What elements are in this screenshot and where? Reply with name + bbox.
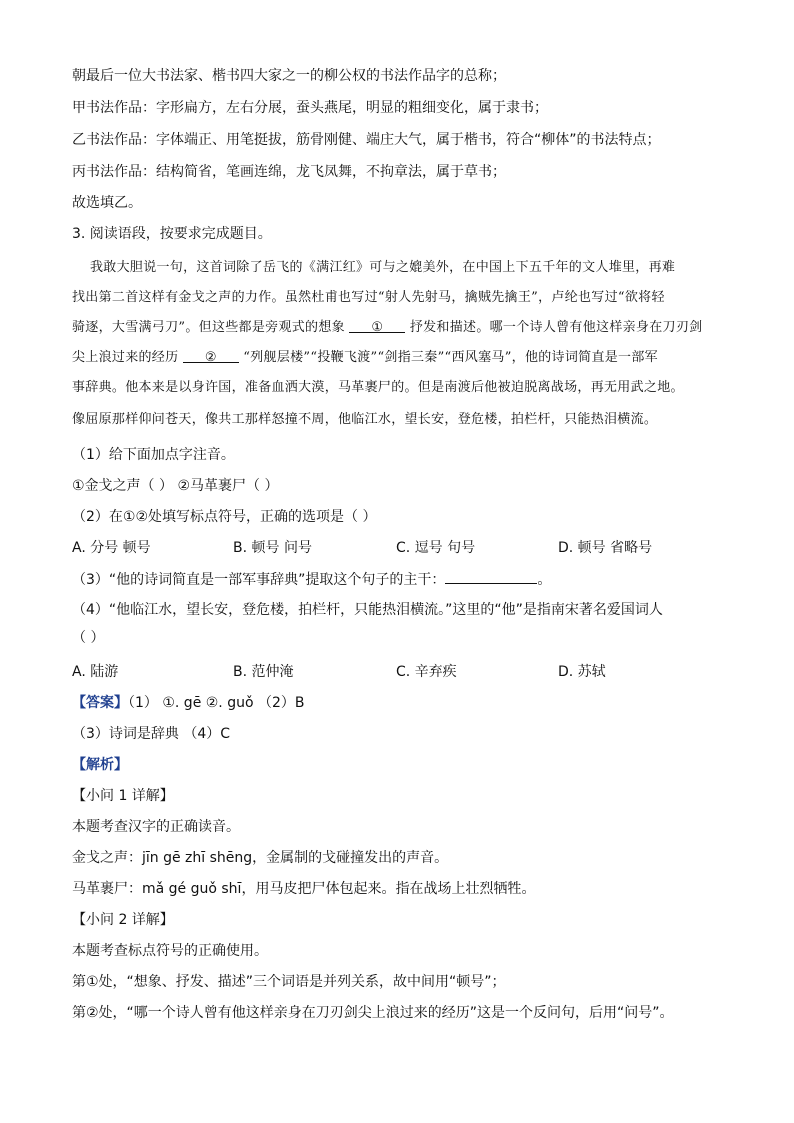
question-3-end: 。	[537, 572, 552, 588]
q4-option-a: A. 陆游	[72, 664, 119, 680]
analysis-text: 马革裹尸：mǎ gé guǒ shī，用马皮把尸体包起来。指在战场上壮烈牺牲。	[72, 881, 536, 897]
answer-text: （1） ①. gē ②. guǒ （2）B	[128, 695, 305, 711]
passage-text: 抒发和描述。哪一个诗人曾有他这样亲身在刀刃剑	[409, 320, 703, 335]
text-line: 朝最后一位大书法家、楷书四大家之一的柳公权的书法作品字的总称；	[72, 68, 506, 84]
question-3-heading: 3. 阅读语段，按要求完成题目。	[72, 226, 272, 242]
blank-2-label: ②	[204, 350, 217, 365]
question-3	[72, 569, 551, 590]
question-2: （2）在①②处填写标点符号，正确的选项是（ ）	[72, 509, 377, 525]
answer-blank	[445, 569, 537, 584]
question-3-text: （3）“他的诗词简直是一部军事辞典”提取这个句子的主干：	[72, 572, 446, 588]
q2-option-d: D. 顿号 省略号	[558, 540, 653, 556]
q4-option-d: D. 苏轼	[558, 664, 606, 680]
q4-option-b: B. 范仲淹	[233, 664, 294, 680]
q4-option-c: C. 辛弃疾	[396, 664, 457, 680]
blank-2	[183, 348, 239, 363]
analysis-label: 【解析】	[72, 757, 128, 773]
analysis-text: 本题考查汉字的正确读音。	[72, 819, 240, 835]
analysis-text: 第②处，“哪一个诗人曾有他这样亲身在刀刃剑尖上浪过来的经历”这是一个反问句，后用“问号”。	[72, 1005, 674, 1021]
subquestion-2-title: 【小问 2 详解】	[72, 912, 174, 928]
passage-line: 我敢大胆说一句，这首词除了岳飞的《满江红》可与之媲美外，在中国上下五千年的文人堆里，再难	[90, 260, 676, 275]
answer-label: 【答案】	[72, 695, 128, 711]
passage-line	[72, 348, 658, 368]
text-line: 乙书法作品：字体端正、用笔挺拔，筋骨刚健、端庄大气，属于楷书，符合“柳体”的书法特点；	[72, 132, 661, 148]
passage-text: 尖上浪过来的经历	[72, 350, 179, 365]
passage-line	[72, 318, 702, 338]
blank-1	[349, 318, 405, 333]
question-4-paren: （ ）	[72, 630, 105, 646]
passage-line: 找出第二首这样有金戈之声的力作。虽然杜甫也写过“射人先射马，擒贼先擒王”，卢纶也写过“欲将轻	[72, 290, 665, 305]
answer-line-2: （3）诗词是辞典 （4）C	[72, 726, 231, 742]
blank-1-label: ①	[371, 320, 384, 335]
q2-option-c: C. 逗号 句号	[396, 540, 476, 556]
passage-line: 事辞典。他本来是以身许国，准备血洒大漠，马革裹尸的。但是南渡后他被迫脱离战场，再无用武之地。	[72, 380, 684, 395]
question-1: （1）给下面加点字注音。	[72, 447, 235, 463]
passage-text: 骑逐，大雪满弓刀”。但这些都是旁观式的想象	[72, 320, 345, 335]
answer-line	[72, 693, 305, 713]
analysis-text: 第①处，“想象、抒发、描述”三个词语是并列关系，故中间用“顿号”；	[72, 974, 506, 990]
analysis-text: 金戈之声：jīn gē zhī shēng，金属制的戈碰撞发出的声音。	[72, 850, 449, 866]
passage-text: “列舰层楼”“投鞭飞渡”“剑指三秦”“西风塞马”，他的诗词简直是一部军	[243, 350, 658, 365]
text-line: 甲书法作品：字形扁方，左右分展，蚕头燕尾，明显的粗细变化，属于隶书；	[72, 100, 548, 116]
q2-option-a: A. 分号 顿号	[72, 540, 151, 556]
question-4: （4）“他临江水，望长安，登危楼，拍栏杆，只能热泪横流。”这里的“他”是指南宋著名爱国词人	[72, 602, 663, 618]
q2-option-b: B. 顿号 问号	[233, 540, 312, 556]
question-1-items: ①金戈之声（ ） ②马革裹尸（ ）	[72, 478, 279, 494]
text-line: 丙书法作品：结构简省，笔画连绵，龙飞凤舞，不拘章法，属于草书；	[72, 164, 506, 180]
passage-line: 像屈原那样仰问苍天，像共工那样怒撞不周，他临江水，望长安，登危楼，拍栏杆，只能热泪横流。	[72, 412, 658, 427]
subquestion-1-title: 【小问 1 详解】	[72, 788, 174, 804]
analysis-text: 本题考查标点符号的正确使用。	[72, 943, 268, 959]
text-line: 故选填乙。	[72, 195, 142, 211]
